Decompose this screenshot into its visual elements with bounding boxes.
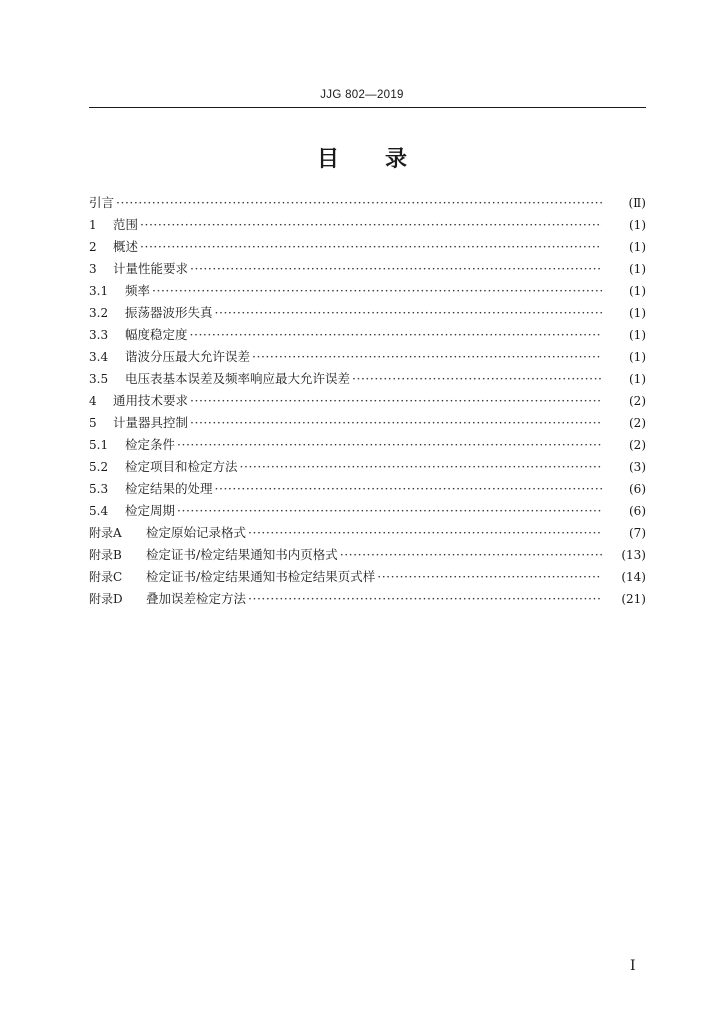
toc-entry-page: (2) bbox=[629, 416, 646, 430]
toc-entry-title: 频率 bbox=[125, 283, 151, 298]
toc-entry-number: 3.5 bbox=[89, 372, 109, 386]
toc-entry-title: 概述 bbox=[113, 239, 139, 254]
toc-entry[interactable] bbox=[89, 434, 646, 456]
toc-dot-leader bbox=[352, 368, 602, 390]
toc-entry-page: (3) bbox=[629, 460, 646, 474]
toc-entry-page: (2) bbox=[629, 438, 646, 452]
toc-entry[interactable] bbox=[89, 478, 646, 500]
toc-entry-page: (1) bbox=[629, 372, 646, 386]
toc-entry[interactable] bbox=[89, 346, 646, 368]
toc-entry-title: 振荡器波形失真 bbox=[125, 305, 213, 320]
toc-entry-number: 附录B bbox=[89, 548, 122, 562]
toc-entry-title: 谐波分压最大允许误差 bbox=[125, 349, 251, 364]
toc-entry[interactable] bbox=[89, 368, 646, 390]
toc-entry-number: 3.2 bbox=[89, 306, 109, 320]
toc-dot-leader bbox=[177, 434, 602, 456]
title-char-1: 目 bbox=[316, 147, 339, 172]
toc-entry-page: (Ⅱ) bbox=[628, 196, 646, 210]
toc-entry-title: 计量性能要求 bbox=[113, 261, 189, 276]
toc-entry[interactable] bbox=[89, 500, 646, 522]
toc-dot-leader bbox=[190, 412, 602, 434]
toc-entry[interactable] bbox=[89, 324, 646, 346]
toc-entry-number: 附录A bbox=[89, 526, 122, 540]
toc-entry[interactable] bbox=[89, 280, 646, 302]
toc-entry[interactable] bbox=[89, 456, 646, 478]
toc-entry-number: 3 bbox=[89, 262, 97, 276]
toc-dot-leader bbox=[190, 258, 602, 280]
toc-entry-number: 2 bbox=[89, 240, 97, 254]
toc-entry[interactable] bbox=[89, 588, 646, 610]
toc-entry-title: 电压表基本误差及频率响应最大允许误差 bbox=[125, 371, 351, 386]
toc-entry-number: 3.3 bbox=[89, 328, 109, 342]
toc-entry[interactable] bbox=[89, 390, 646, 412]
toc-entry[interactable] bbox=[89, 258, 646, 280]
toc-entry-number: 5 bbox=[89, 416, 97, 430]
toc-entry-number: 5.2 bbox=[89, 460, 109, 474]
toc-entry-title: 检定原始记录格式 bbox=[146, 525, 247, 540]
toc-entry-page: (1) bbox=[629, 306, 646, 320]
toc-entry-number: 5.3 bbox=[89, 482, 109, 496]
header-divider bbox=[89, 107, 646, 108]
toc-entry-title: 检定条件 bbox=[125, 437, 176, 452]
toc-entry-number: 3.1 bbox=[89, 284, 109, 298]
toc-entry-number: 3.4 bbox=[89, 350, 109, 364]
toc-entry-number: 附录C bbox=[89, 570, 123, 584]
toc-entry-number: 1 bbox=[89, 218, 97, 232]
toc-entry-number: 5.4 bbox=[89, 504, 109, 518]
toc-entry-title: 检定结果的处理 bbox=[125, 481, 213, 496]
page-number: I bbox=[630, 958, 636, 974]
toc-entry-page: (1) bbox=[629, 284, 646, 298]
toc-entry-title: 检定项目和检定方法 bbox=[125, 459, 238, 474]
toc-dot-leader bbox=[340, 544, 602, 566]
toc-entry-title: 检定证书/检定结果通知书内页格式 bbox=[146, 547, 338, 562]
toc-entry-page: (1) bbox=[629, 262, 646, 276]
toc-dot-leader bbox=[240, 456, 602, 478]
toc-entry[interactable] bbox=[89, 302, 646, 324]
toc-dot-leader bbox=[215, 478, 602, 500]
toc-entry-title: 计量器具控制 bbox=[113, 415, 189, 430]
toc-entry-number: 5.1 bbox=[89, 438, 109, 452]
table-of-contents bbox=[89, 192, 646, 610]
toc-dot-leader bbox=[377, 566, 602, 588]
toc-entry-page: (1) bbox=[629, 240, 646, 254]
toc-entry-number: 4 bbox=[89, 394, 97, 408]
toc-dot-leader bbox=[177, 500, 602, 522]
toc-entry-page: (1) bbox=[629, 218, 646, 232]
toc-entry-title: 检定周期 bbox=[125, 503, 176, 518]
toc-entry[interactable] bbox=[89, 412, 646, 434]
toc-entry-title: 引言 bbox=[89, 195, 115, 210]
toc-dot-leader bbox=[116, 192, 602, 214]
toc-entry[interactable] bbox=[89, 566, 646, 588]
toc-dot-leader bbox=[190, 390, 602, 412]
toc-entry-page: (7) bbox=[629, 526, 646, 540]
toc-entry-page: (6) bbox=[629, 482, 646, 496]
toc-entry-page: (2) bbox=[629, 394, 646, 408]
toc-entry-title: 范围 bbox=[113, 217, 139, 232]
toc-entry-page: (13) bbox=[621, 548, 646, 562]
toc-entry-page: (6) bbox=[629, 504, 646, 518]
toc-entry-title: 通用技术要求 bbox=[113, 393, 189, 408]
toc-entry[interactable] bbox=[89, 214, 646, 236]
toc-entry-title: 幅度稳定度 bbox=[125, 327, 188, 342]
title-char-2: 录 bbox=[385, 147, 408, 172]
toc-entry-title: 检定证书/检定结果通知书检定结果页式样 bbox=[146, 569, 376, 584]
toc-entry-page: (1) bbox=[629, 328, 646, 342]
toc-entry[interactable] bbox=[89, 544, 646, 566]
toc-entry-page: (21) bbox=[621, 592, 646, 606]
toc-entry[interactable] bbox=[89, 192, 646, 214]
document-code: JJG 802—2019 bbox=[320, 89, 404, 101]
toc-entry[interactable] bbox=[89, 522, 646, 544]
toc-dot-leader bbox=[215, 302, 602, 324]
toc-entry-title: 叠加误差检定方法 bbox=[146, 591, 247, 606]
toc-dot-leader bbox=[248, 588, 602, 610]
toc-dot-leader bbox=[190, 324, 602, 346]
page-title bbox=[0, 142, 724, 173]
toc-entry-page: (1) bbox=[629, 350, 646, 364]
toc-entry-number: 附录D bbox=[89, 592, 123, 606]
toc-dot-leader bbox=[152, 280, 602, 302]
toc-entry-page: (14) bbox=[621, 570, 646, 584]
toc-dot-leader bbox=[140, 214, 602, 236]
toc-dot-leader bbox=[248, 522, 602, 544]
toc-entry[interactable] bbox=[89, 236, 646, 258]
toc-dot-leader bbox=[252, 346, 602, 368]
toc-dot-leader bbox=[140, 236, 602, 258]
